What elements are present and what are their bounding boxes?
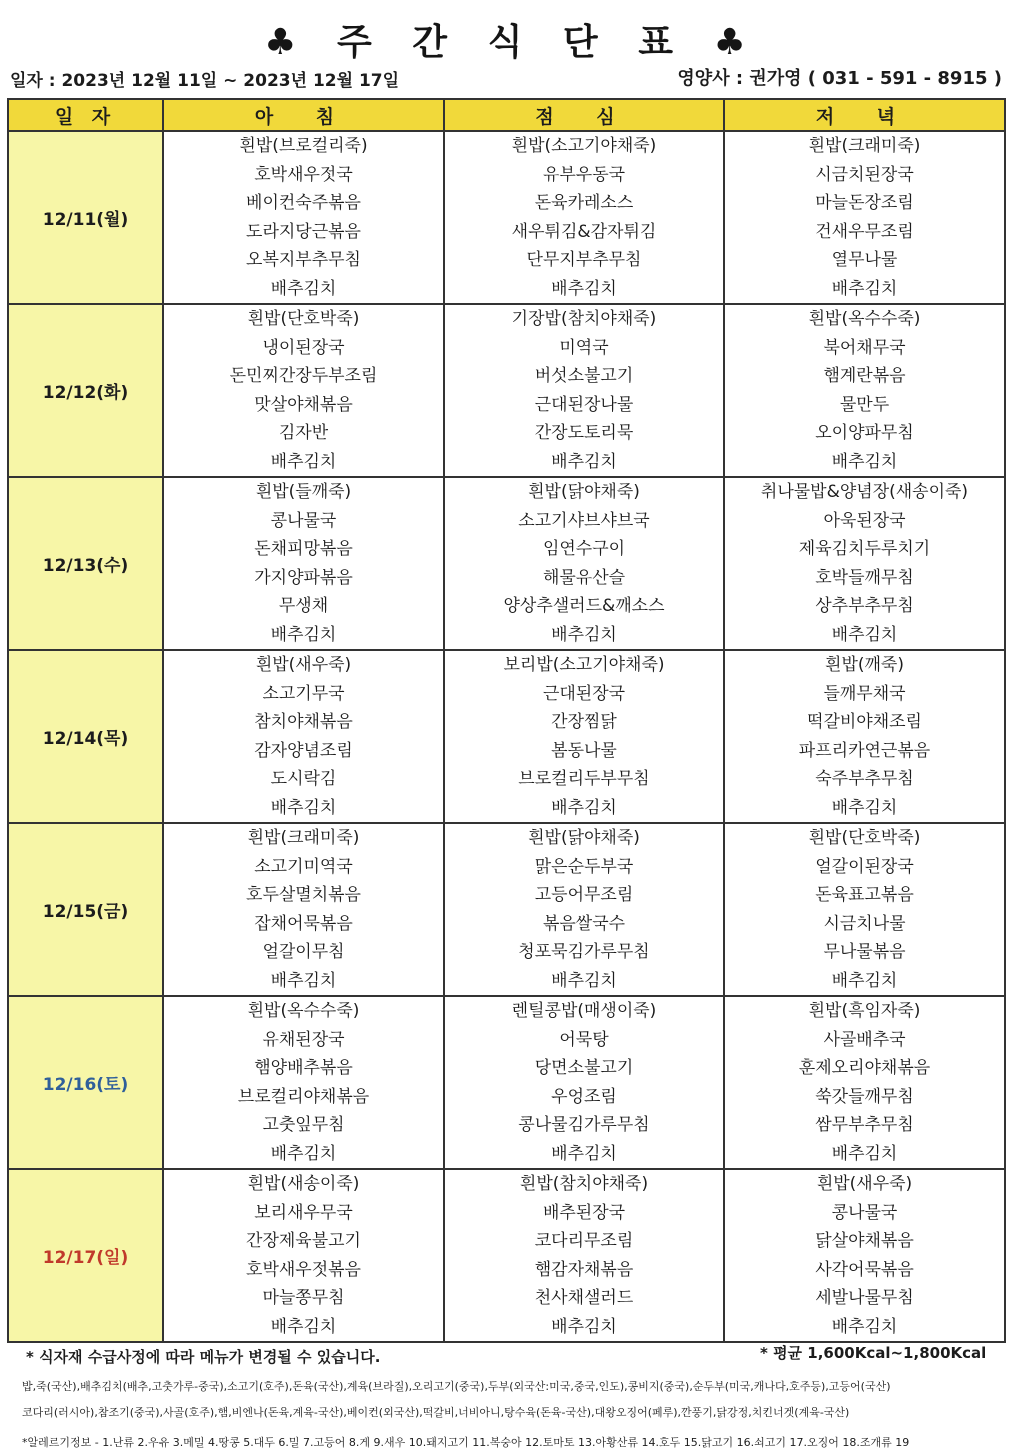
menu-item: 참치야채볶음 (254, 712, 353, 732)
menu-item: 가지양파볶음 (254, 567, 353, 588)
menu-item: 배추김치 (551, 797, 617, 818)
menu-item: 배추김치 (831, 797, 898, 818)
lunch-cell (444, 304, 724, 477)
menu-item: 간장도토리묵 (534, 423, 634, 443)
menu-item: 배추김치 (270, 970, 337, 991)
menu-item: 유채된장국 (262, 1029, 345, 1050)
day-row (8, 823, 1005, 996)
menu-item: 감자양념조림 (254, 740, 353, 761)
day-date: 12/17(일) (8, 1169, 163, 1342)
menu-item: 흰밥(새우죽) (816, 1174, 913, 1194)
menu-item: 배추김치 (270, 624, 337, 645)
menu-item: 햄감자채볶음 (534, 1259, 634, 1280)
menu-item: 잡채어묵볶음 (254, 913, 353, 934)
origin-info-line-1: 밥,죽(국산),배추김치(배추,고춧가루-중국),소고기(호주),돈육(국산),계육(브라질),오리고기(중국),두부(외국산:미국,중국,인도),콩비지(중국),순두부(미국,캐나다,호주등),고등어(국산) (22, 1380, 891, 1393)
menu-item: 흰밥(새우죽) (255, 655, 352, 675)
menu-item: 보리밥(소고기야채죽) (503, 655, 665, 675)
menu-item: 근대된장국 (542, 683, 626, 704)
menu-item: 흰밥(크래미죽) (808, 136, 921, 156)
menu-item: 흰밥(크래미죽) (247, 828, 360, 848)
menu-item: 볶음쌀국수 (542, 913, 626, 934)
menu-item: 배추김치 (831, 278, 898, 299)
menu-item: 흰밥(들깨죽) (255, 482, 352, 502)
menu-item: 숙주부추무침 (815, 769, 914, 789)
breakfast-cell (163, 650, 444, 823)
menu-item: 청포묵김가루무침 (518, 942, 650, 962)
menu-item: 배추김치 (551, 278, 617, 299)
header-dinner: 저 녁 (724, 99, 1005, 131)
menu-item: 양상추샐러드&깨소스 (503, 596, 665, 616)
menu-item: 소고기미역국 (254, 856, 353, 877)
day-row (8, 650, 1005, 823)
menu-item: 흰밥(옥수수죽) (247, 1001, 360, 1021)
menu-item: 배추김치 (270, 1316, 337, 1337)
breakfast-cell (163, 304, 444, 477)
menu-change-note: * 식자재 수급사정에 따라 메뉴가 변경될 수 있습니다. (26, 1348, 381, 1366)
menu-item: 유부우동국 (542, 164, 626, 185)
menu-item: 맛살야채볶음 (254, 394, 353, 415)
menu-item: 배추김치 (831, 1143, 898, 1164)
menu-item: 흰밥(단호박죽) (247, 309, 360, 329)
menu-item: 배추김치 (270, 1143, 337, 1164)
menu-item: 사각어묵볶음 (815, 1259, 914, 1280)
menu-item: 천사채샐러드 (534, 1288, 634, 1308)
breakfast-cell (163, 477, 444, 650)
calorie-note: * 평균 1,600Kcal~1,800Kcal (760, 1344, 987, 1362)
menu-period: 일자 : 2023년 12월 11일 ~ 2023년 12월 17일 (10, 71, 400, 91)
menu-item: 소고기샤브샤브국 (518, 510, 650, 531)
menu-item: 돈채피망볶음 (254, 539, 353, 559)
lunch-cell (444, 823, 724, 996)
day-date: 12/11(월) (8, 131, 163, 304)
lunch-cell (444, 131, 724, 304)
menu-item: 흰밥(옥수수죽) (808, 309, 921, 329)
day-date: 12/12(화) (8, 304, 163, 477)
menu-item: 우엉조림 (551, 1086, 617, 1107)
breakfast-cell (163, 823, 444, 996)
menu-item: 시금치나물 (823, 913, 906, 934)
menu-item: 배추김치 (551, 1143, 617, 1164)
menu-item: 흰밥(흑임자죽) (808, 1001, 921, 1021)
day-date: 12/15(금) (8, 823, 163, 996)
breakfast-cell (163, 1169, 444, 1342)
menu-item: 브로컬리야채볶음 (237, 1086, 370, 1107)
dinner-cell (724, 996, 1005, 1169)
menu-item: 돈민찌간장두부조림 (229, 366, 378, 386)
menu-item: 호박들깨무침 (815, 567, 914, 588)
menu-item: 콩나물국 (831, 1202, 898, 1223)
menu-item: 버섯소불고기 (534, 366, 634, 386)
day-row (8, 304, 1005, 477)
menu-item: 배추김치 (270, 278, 337, 299)
menu-item: 당면소불고기 (534, 1058, 634, 1078)
menu-item: 간장찜닭 (551, 712, 617, 732)
menu-item: 오복지부추무침 (246, 250, 361, 270)
menu-item: 얼갈이된장국 (815, 856, 914, 877)
menu-item: 세발나물무침 (815, 1288, 914, 1308)
table-header-row (8, 99, 1005, 131)
header-lunch: 점 심 (444, 99, 724, 131)
menu-item: 냉이된장국 (262, 337, 345, 358)
day-row (8, 131, 1005, 304)
menu-item: 얼갈이무침 (262, 942, 345, 962)
menu-item: 고등어무조림 (534, 885, 634, 905)
menu-item: 흰밥(새송이죽) (247, 1174, 360, 1194)
menu-item: 시금치된장국 (815, 164, 914, 185)
menu-item: 배추김치 (551, 970, 617, 991)
menu-item: 보리새우무국 (254, 1202, 353, 1223)
menu-item: 고춧잎무침 (262, 1115, 345, 1135)
menu-item: 호박새우젓볶음 (246, 1259, 361, 1280)
menu-item: 브로컬리두부무침 (518, 769, 650, 789)
menu-item: 소고기무국 (262, 683, 345, 704)
menu-item: 렌틸콩밥(매생이죽) (511, 1001, 657, 1021)
menu-item: 흰밥(닭야채죽) (528, 482, 640, 502)
menu-item: 돈육카레소스 (534, 193, 634, 213)
menu-item: 배추김치 (551, 451, 617, 472)
menu-item: 열무나물 (831, 250, 898, 270)
origin-info-line-2: 코다리(러시아),참조기(중국),사골(호주),햄,비엔나(돈육,계육-국산),베이컨(외국산),떡갈비,너비아니,탕수육(돈육-국산),대왕오징어(페루),깐풍기,닭강정,치킨너겟(계육-국산) (22, 1406, 850, 1419)
menu-item: 햄계란볶음 (823, 366, 906, 386)
menu-item: 제육김치두루치기 (798, 539, 931, 559)
menu-item: 어묵탕 (559, 1029, 609, 1050)
weekly-menu-table (7, 98, 1006, 1343)
menu-item: 취나물밥&양념장(새송이죽) (760, 482, 969, 502)
menu-item: 북어채무국 (823, 337, 906, 358)
menu-item: 돈육표고볶음 (815, 885, 914, 905)
menu-item: 흰밥(단호박죽) (808, 828, 921, 848)
menu-item: 아욱된장국 (823, 510, 906, 531)
nutritionist-contact: 영양사 : 권가영 ( 031 - 591 - 8915 ) (677, 68, 1002, 89)
menu-item: 도시락김 (270, 769, 337, 789)
lunch-cell (444, 650, 724, 823)
menu-item: 무나물볶음 (823, 942, 906, 962)
menu-item: 들깨무채국 (823, 683, 906, 704)
menu-item: 흰밥(브로컬리죽) (239, 136, 368, 156)
menu-item: 오이양파무침 (815, 423, 914, 443)
menu-item: 건새우무조림 (815, 221, 914, 242)
day-date: 12/14(목) (8, 650, 163, 823)
menu-item: 훈제오리야채볶음 (798, 1058, 931, 1078)
menu-item: 봄동나물 (551, 740, 617, 761)
menu-item: 떡갈비야채조림 (807, 712, 922, 732)
menu-item: 해물유산슬 (542, 567, 626, 588)
menu-item: 흰밥(깨죽) (825, 655, 904, 675)
menu-item: 무생채 (278, 596, 329, 616)
menu-item: 김자반 (278, 423, 329, 443)
dinner-cell (724, 304, 1005, 477)
menu-item: 배추김치 (831, 1316, 898, 1337)
menu-item: 파프리카연근볶음 (798, 740, 931, 761)
menu-item: 배추김치 (551, 624, 617, 645)
menu-item: 닭살야채볶음 (815, 1231, 914, 1251)
breakfast-cell (163, 131, 444, 304)
menu-item: 배추김치 (270, 451, 337, 472)
day-date: 12/16(토) (8, 996, 163, 1169)
menu-item: 미역국 (559, 337, 609, 358)
day-row (8, 1169, 1005, 1342)
menu-item: 물만두 (839, 394, 890, 415)
header-breakfast: 아 침 (163, 99, 444, 131)
menu-item: 기장밥(참치야채죽) (511, 309, 657, 329)
day-date: 12/13(수) (8, 477, 163, 650)
breakfast-cell (163, 996, 444, 1169)
day-row (8, 996, 1005, 1169)
menu-item: 임연수구이 (542, 539, 626, 559)
dinner-cell (724, 823, 1005, 996)
menu-item: 배추김치 (831, 970, 898, 991)
lunch-cell (444, 477, 724, 650)
menu-item: 콩나물국 (270, 510, 337, 531)
menu-body (8, 131, 1005, 1342)
menu-item: 콩나물김가루무침 (518, 1115, 650, 1135)
menu-item: 새우튀김&감자튀김 (511, 221, 657, 242)
menu-item: 배추김치 (270, 797, 337, 818)
menu-item: 배추김치 (551, 1316, 617, 1337)
day-row (8, 477, 1005, 650)
menu-item: 흰밥(닭야채죽) (528, 828, 640, 848)
menu-item: 상추부추무침 (815, 596, 914, 616)
page-title: ♣ 주 간 식 단 표 ♣ (264, 22, 760, 63)
menu-item: 맑은순두부국 (534, 856, 634, 877)
header-date: 일 자 (8, 99, 163, 131)
dinner-cell (724, 477, 1005, 650)
menu-item: 호박새우젓국 (254, 164, 353, 185)
menu-item: 마늘쫑무침 (262, 1288, 345, 1308)
menu-item: 코다리무조림 (534, 1231, 634, 1251)
dinner-cell (724, 131, 1005, 304)
menu-item: 쑥갓들깨무침 (815, 1086, 914, 1107)
menu-item: 배추김치 (831, 624, 898, 645)
menu-item: 배추김치 (831, 451, 898, 472)
menu-item: 근대된장나물 (534, 394, 634, 415)
allergy-info: *알레르기정보 - 1.난류 2.우유 3.메밀 4.땅콩 5.대두 6.밀 7.고등어 8.게 9.새우 10.돼지고기 11.복숭아 12.토마토 13.아황산류 14.호두 15.닭고기 16.쇠고기 17.오징어 18.조개류 19 (22, 1436, 910, 1449)
menu-item: 흰밥(참치야채죽) (519, 1174, 649, 1194)
menu-item: 흰밥(소고기야채죽) (511, 136, 657, 156)
menu-item: 도라지당근볶음 (246, 221, 361, 242)
menu-item: 쌈무부추무침 (815, 1115, 914, 1135)
dinner-cell (724, 650, 1005, 823)
lunch-cell (444, 1169, 724, 1342)
menu-item: 마늘돈장조림 (815, 193, 914, 213)
dinner-cell (724, 1169, 1005, 1342)
menu-item: 호두살멸치볶음 (246, 885, 361, 905)
menu-item: 햄양배추볶음 (254, 1058, 353, 1078)
menu-item: 베이컨숙주볶음 (246, 193, 361, 213)
menu-item: 배추된장국 (542, 1202, 626, 1223)
menu-item: 사골배추국 (823, 1029, 906, 1050)
menu-item: 간장제육불고기 (246, 1231, 361, 1251)
lunch-cell (444, 996, 724, 1169)
menu-item: 단무지부추무침 (526, 250, 642, 270)
